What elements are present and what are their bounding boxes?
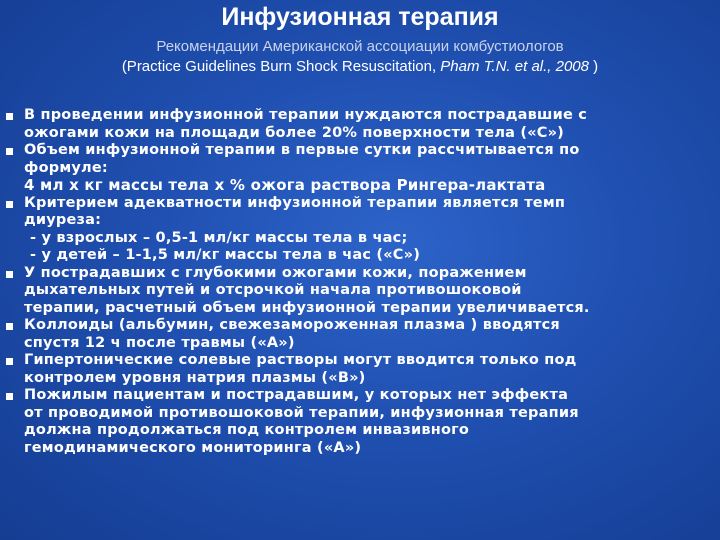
bullet-item (6, 317, 716, 352)
bullet-item (6, 265, 716, 318)
bullet-subline: - у взрослых – 0,5-1 мл/кг массы тела в час; (30, 229, 408, 246)
bullet-line: ожогами кожи на площади более 20% поверхности тела («С») (24, 124, 565, 141)
bullet-item (6, 352, 716, 387)
citation-open: (Practice Guidelines Burn Shock Resuscitation, (121, 58, 441, 75)
square-bullet-icon (6, 358, 13, 365)
bullet-list (6, 107, 716, 457)
citation-close: ) (589, 58, 599, 75)
bullet-line: спустя 12 ч после травмы («А») (24, 334, 295, 351)
bullet-line: Гипертонические солевые растворы могут вводится только под (24, 352, 577, 368)
square-bullet-icon (6, 148, 13, 155)
bullet-line: У пострадавших с глубокими ожогами кожи, поражением (24, 264, 527, 281)
slide-subtitle: Рекомендации Американской ассоциации комбустиологов (156, 38, 564, 55)
bullet-item (6, 142, 716, 195)
citation (0, 58, 720, 76)
bullet-line: Критерием адекватности инфузионной терапии является темп (24, 194, 566, 211)
square-bullet-icon (6, 201, 13, 208)
slide-title: Инфузионная терапия (221, 3, 499, 31)
square-bullet-icon (6, 271, 13, 278)
bullet-item (6, 387, 716, 457)
bullet-item (6, 195, 716, 265)
bullet-line: дыхательных путей и отсрочкой начала противошоковой (24, 282, 522, 298)
bullet-line: контролем уровня натрия плазмы («В») (24, 369, 366, 386)
bullet-item (6, 107, 716, 142)
square-bullet-icon (6, 113, 13, 120)
bullet-line: формуле: (24, 159, 108, 176)
bullet-line: Коллоиды (альбумин, свежезамороженная плазма ) вводятся (24, 317, 560, 333)
bullet-line: должна продолжаться под контролем инвазивного (24, 422, 470, 438)
bullet-line: Пожилым пациентам и пострадавшим, у которых нет эффекта (24, 387, 569, 403)
bullet-line: диуреза: (24, 212, 102, 228)
bullet-subline: - у детей – 1-1,5 мл/кг массы тела в час («С») (30, 247, 421, 263)
bullet-line: гемодинамического мониторинга («А») (24, 439, 362, 456)
bullet-line: Объем инфузионной терапии в первые сутки рассчитывается по (24, 142, 580, 158)
square-bullet-icon (6, 393, 13, 400)
square-bullet-icon (6, 323, 13, 330)
bullet-line: В проведении инфузионной терапии нуждаются пострадавшие с (24, 107, 588, 123)
bullet-line: от проводимой противошоковой терапии, инфузионная терапия (24, 404, 579, 421)
formula-line: 4 мл х кг массы тела х % ожога раствора Рингера-лактата (24, 176, 546, 194)
bullet-line: терапии, расчетный объем инфузионной терапии увеличивается. (24, 299, 590, 316)
citation-author: Pham T.N. et al., 2008 (440, 58, 589, 75)
